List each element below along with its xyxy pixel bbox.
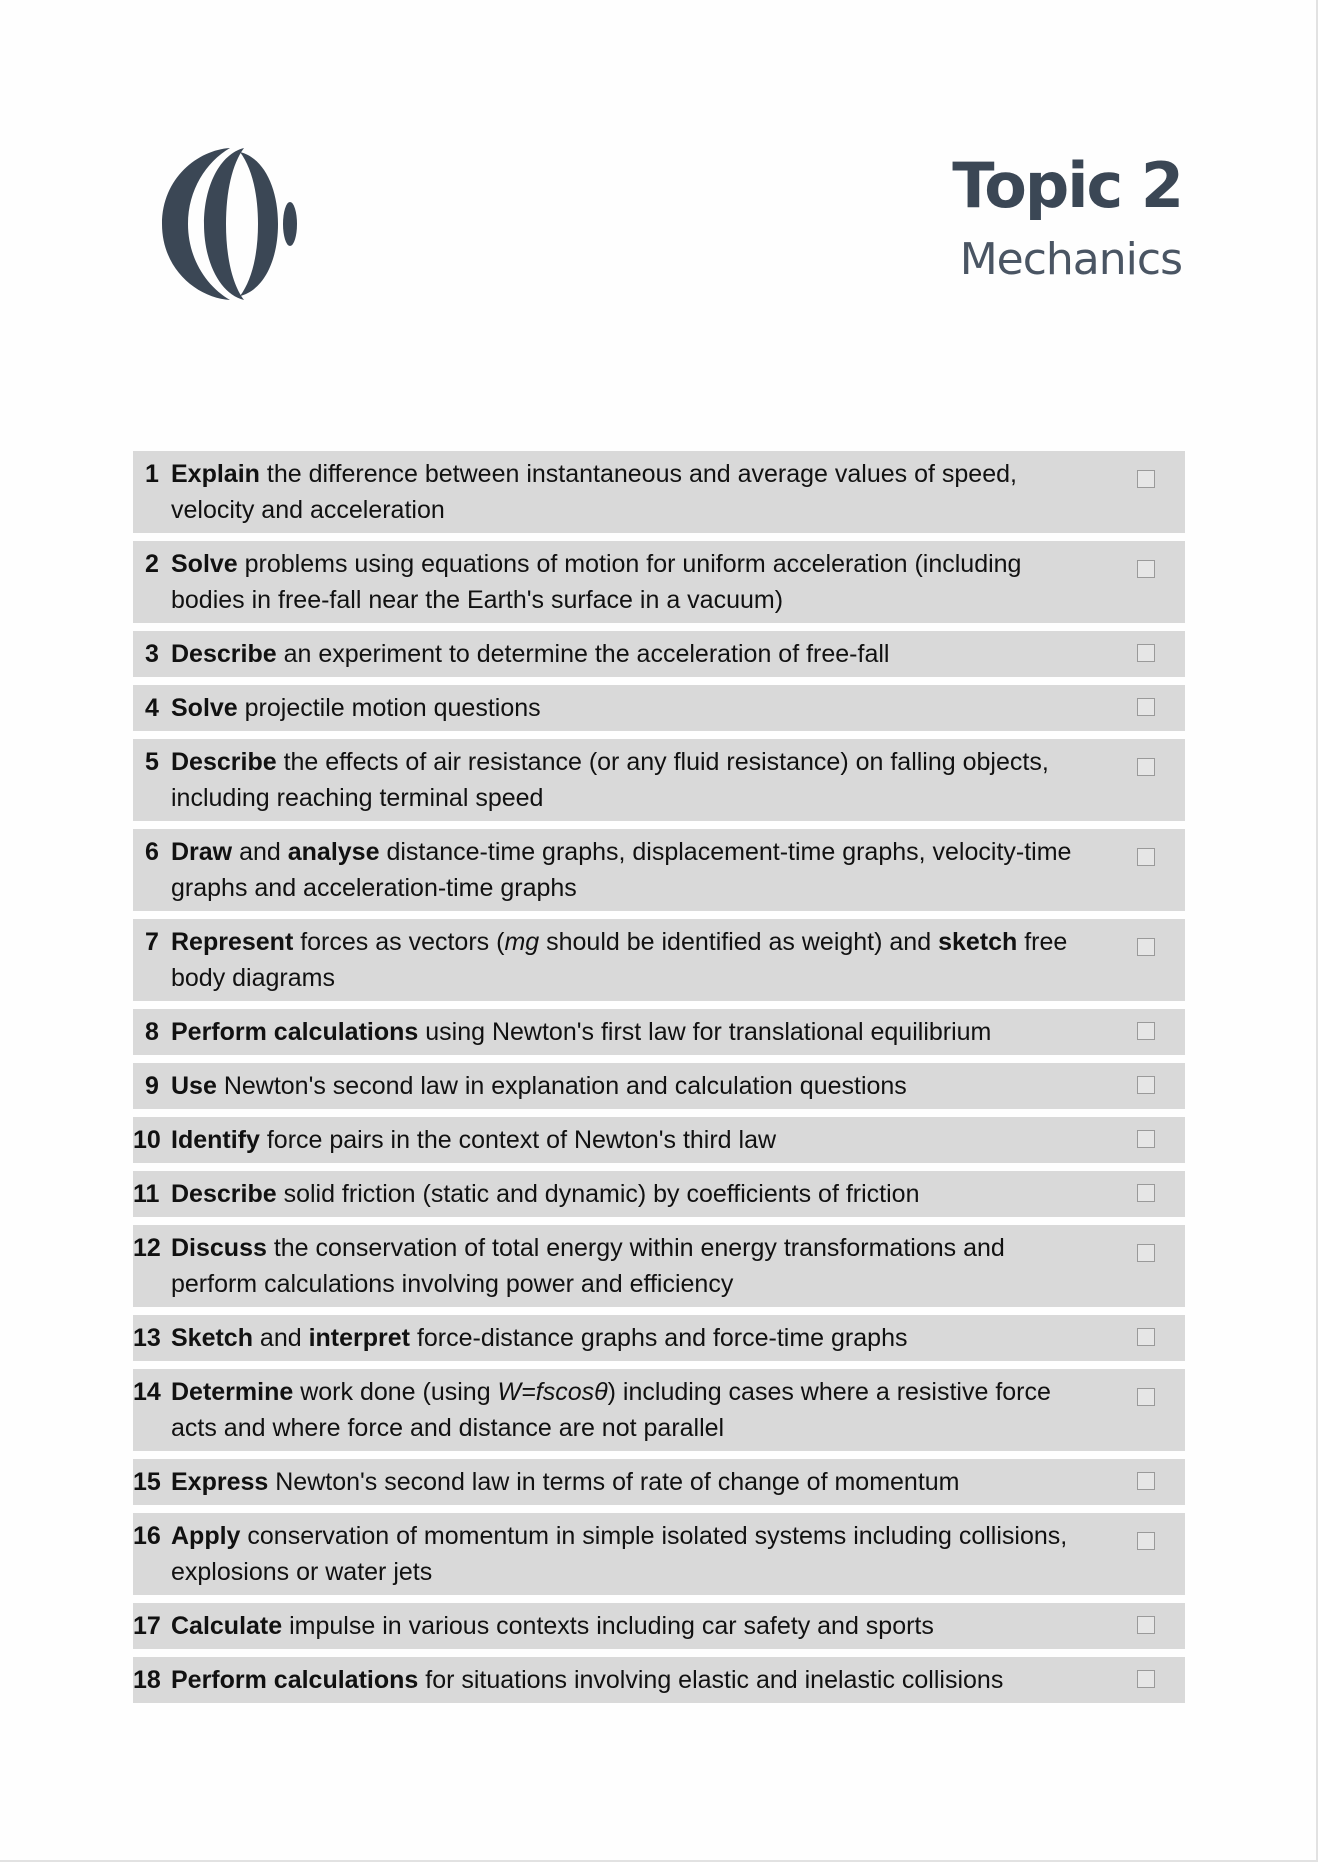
objective-number: 13	[133, 1324, 161, 1352]
objective-text-segment: using Newton's first law for translational equilibrium	[418, 1018, 992, 1046]
objective-checkbox[interactable]	[1137, 470, 1155, 488]
objective-text-segment: impulse in various contexts including car safety and sports	[282, 1612, 934, 1640]
objective-number: 7	[145, 928, 159, 956]
command-term: Use	[171, 1072, 217, 1100]
command-term: Sketch	[171, 1324, 253, 1352]
objective-text	[171, 456, 1185, 528]
objective-text	[171, 636, 1185, 672]
objective-number: 18	[133, 1666, 161, 1694]
objective-checkbox[interactable]	[1137, 698, 1155, 716]
objective-row	[133, 1369, 1185, 1451]
objective-row	[133, 541, 1185, 623]
objective-text-segment: should be identified as weight) and	[539, 928, 939, 956]
formula-text: W=fscosθ	[497, 1378, 608, 1406]
command-term: Determine	[171, 1378, 294, 1406]
objective-row	[133, 1171, 1185, 1217]
command-term: Describe	[171, 748, 277, 776]
objective-text-segment: forces as vectors (	[293, 928, 505, 956]
command-term: Express	[171, 1468, 269, 1496]
objective-checkbox[interactable]	[1137, 1022, 1155, 1040]
objective-number: 5	[145, 748, 159, 776]
objective-text-segment: force pairs in the context of Newton's third law	[259, 1126, 777, 1154]
objective-number: 8	[145, 1018, 159, 1046]
objective-text-segment: projectile motion questions	[237, 694, 541, 722]
command-term: Calculate	[171, 1612, 283, 1640]
objective-text	[171, 1374, 1185, 1446]
command-term: interpret	[308, 1324, 410, 1352]
objective-checkbox[interactable]	[1137, 644, 1155, 662]
objective-text-segment: for situations involving elastic and inelastic collisions	[418, 1666, 1004, 1694]
objective-text	[171, 1230, 1185, 1302]
objective-number: 10	[133, 1126, 161, 1154]
objective-text	[171, 1014, 1185, 1050]
objective-checkbox[interactable]	[1137, 1616, 1155, 1634]
objective-number: 4	[145, 694, 159, 722]
objective-checkbox[interactable]	[1137, 938, 1155, 956]
objective-number: 1	[145, 460, 159, 488]
objective-text	[171, 1518, 1185, 1590]
command-term: Apply	[171, 1522, 241, 1550]
objective-number: 11	[133, 1180, 160, 1208]
command-term: analyse	[287, 838, 380, 866]
objective-checkbox[interactable]	[1137, 1388, 1155, 1406]
objective-text	[171, 1662, 1185, 1698]
objective-text-segment: the effects of air resistance (or any fluid resistance) on falling objects, including reaching terminal speed	[171, 748, 1049, 812]
objective-number: 12	[133, 1234, 161, 1262]
page-subtitle: Mechanics	[959, 234, 1182, 285]
objective-text-segment: free body diagrams	[171, 928, 1068, 992]
objective-text-segment: problems using equations of motion for uniform acceleration (including bodies in free-fall near the Earth's surface in a vacuum)	[171, 550, 1022, 614]
objective-checkbox[interactable]	[1137, 1076, 1155, 1094]
objective-row	[133, 1225, 1185, 1307]
objective-checkbox[interactable]	[1137, 1184, 1155, 1202]
objective-text	[171, 1608, 1185, 1644]
objective-text	[171, 1122, 1185, 1158]
objective-row	[133, 1513, 1185, 1595]
objective-number: 9	[145, 1072, 159, 1100]
objective-text-segment: conservation of momentum in simple isolated systems including collisions, explosions or water jets	[171, 1522, 1068, 1586]
objective-text	[171, 834, 1185, 906]
objective-text-segment: Newton's second law in explanation and calculation questions	[216, 1072, 907, 1100]
objective-row	[133, 1459, 1185, 1505]
page-title: Topic 2	[952, 149, 1182, 222]
command-term: Perform calculations	[171, 1018, 419, 1046]
formula-text: mg	[504, 928, 540, 956]
objective-checkbox[interactable]	[1137, 560, 1155, 578]
objective-text	[171, 690, 1185, 726]
title-block	[952, 150, 1182, 288]
objective-checkbox[interactable]	[1137, 1472, 1155, 1490]
command-term: Perform calculations	[171, 1666, 419, 1694]
objective-checkbox[interactable]	[1137, 1130, 1155, 1148]
objective-text	[171, 1464, 1185, 1500]
concentric-arcs-logo-icon	[160, 146, 300, 302]
objective-number: 6	[145, 838, 159, 866]
objective-text-segment: and	[252, 1324, 309, 1352]
objective-number: 16	[133, 1522, 161, 1550]
objective-checkbox[interactable]	[1137, 1244, 1155, 1262]
objective-row	[133, 829, 1185, 911]
objective-row	[133, 1657, 1185, 1703]
objectives-checklist	[133, 451, 1185, 1711]
objective-row	[133, 1009, 1185, 1055]
objective-text	[171, 1176, 1185, 1212]
objective-checkbox[interactable]	[1137, 1328, 1155, 1346]
objective-text	[171, 1068, 1185, 1104]
objective-row	[133, 1603, 1185, 1649]
objective-text	[171, 1320, 1185, 1356]
command-term: Solve	[171, 550, 238, 578]
command-term: Explain	[171, 460, 260, 488]
command-term: Draw	[171, 838, 233, 866]
objective-text-segment: and	[232, 838, 288, 866]
objective-checkbox[interactable]	[1137, 1670, 1155, 1688]
objective-text	[171, 924, 1185, 996]
objective-checkbox[interactable]	[1137, 1532, 1155, 1550]
objective-row	[133, 1117, 1185, 1163]
objective-checkbox[interactable]	[1137, 758, 1155, 776]
objective-text-segment: distance-time graphs, displacement-time graphs, velocity-time graphs and acceleration-time graphs	[171, 838, 1072, 902]
objective-text-segment: the difference between instantaneous and average values of speed, velocity and acceleration	[171, 460, 1017, 524]
command-term: sketch	[938, 928, 1018, 956]
objective-text	[171, 744, 1185, 816]
objective-number: 2	[145, 550, 159, 578]
objective-text-segment: Newton's second law in terms of rate of change of momentum	[268, 1468, 960, 1496]
objective-number: 3	[145, 640, 159, 668]
objective-row	[133, 451, 1185, 533]
command-term: Identify	[171, 1126, 260, 1154]
objective-number: 15	[133, 1468, 161, 1496]
objective-text-segment: force-distance graphs and force-time graphs	[410, 1324, 908, 1352]
command-term: Describe	[171, 640, 277, 668]
objective-row	[133, 631, 1185, 677]
objective-text-segment: ) including cases where a resistive force acts and where force and distance are not parallel	[171, 1378, 1051, 1442]
objective-row	[133, 919, 1185, 1001]
objective-row	[133, 1315, 1185, 1361]
objective-row	[133, 685, 1185, 731]
command-term: Solve	[171, 694, 238, 722]
objective-checkbox[interactable]	[1137, 848, 1155, 866]
command-term: Describe	[171, 1180, 277, 1208]
objective-text-segment: solid friction (static and dynamic) by coefficients of friction	[276, 1180, 920, 1208]
objective-number: 14	[133, 1378, 161, 1406]
command-term: Discuss	[171, 1234, 267, 1262]
command-term: Represent	[171, 928, 294, 956]
objective-row	[133, 1063, 1185, 1109]
objective-text-segment: the conservation of total energy within energy transformations and perform calculations involving power and efficiency	[171, 1234, 1005, 1298]
objective-row	[133, 739, 1185, 821]
objective-text-segment: work done (using	[293, 1378, 498, 1406]
objective-text-segment: an experiment to determine the acceleration of free-fall	[276, 640, 890, 668]
objective-number: 17	[133, 1612, 161, 1640]
objective-text	[171, 546, 1185, 618]
